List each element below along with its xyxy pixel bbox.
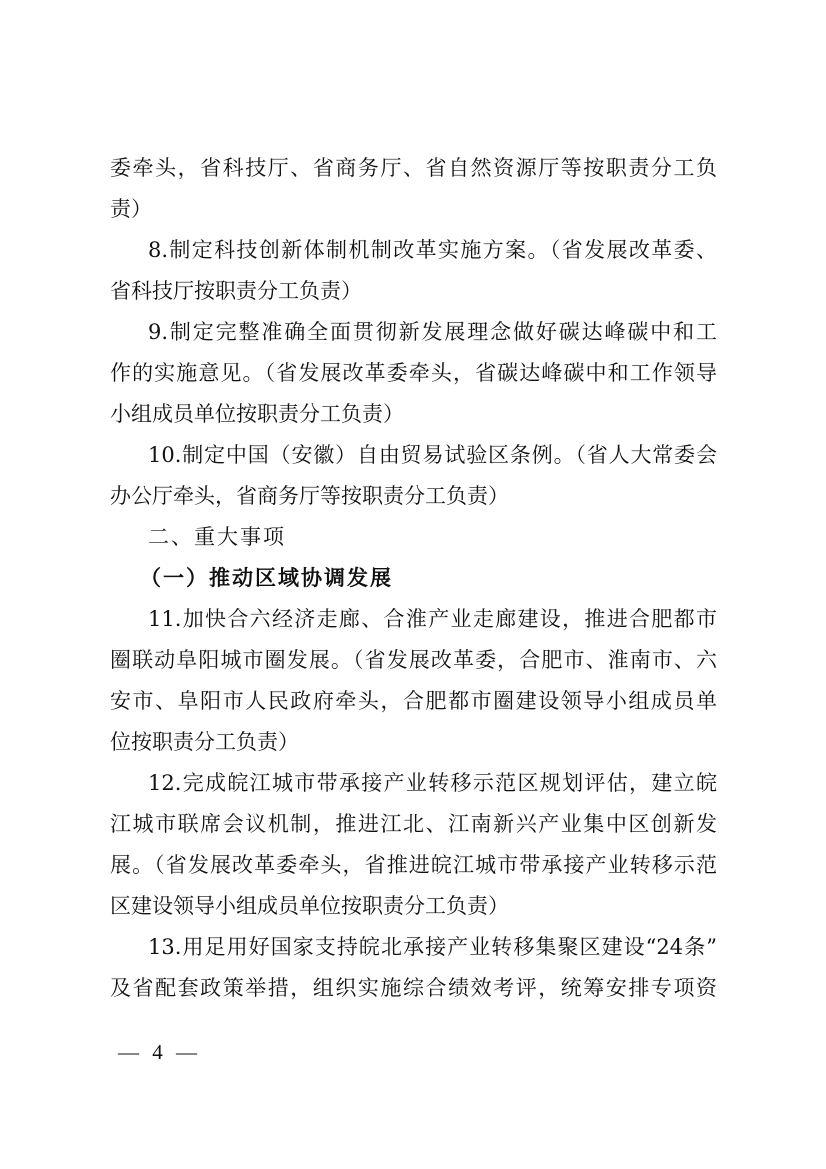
body-text <box>110 148 717 1009</box>
item-11-line: 11.加快合六经济走廊、合淮产业走廊建设，推进合肥都市 <box>148 607 717 631</box>
text-line: 区建设领导小组成员单位按职责分工负责） <box>110 894 509 918</box>
text-line: 圈联动阜阳城市圈发展。（省发展改革委，合肥市、淮南市、六 <box>110 648 717 672</box>
subsection-heading: （一）推动区域协调发展 <box>140 566 393 590</box>
text-line: 省科技厅按职责分工负责） <box>110 279 362 303</box>
text-line: 展。（省发展改革委牵头，省推进皖江城市带承接产业转移示范 <box>110 853 717 877</box>
item-10-line: 10.制定中国（安徽）自由贸易试验区条例。（省人大常委会 <box>148 443 717 467</box>
item-13-line: 13.用足用好国家支持皖北承接产业转移集聚区建设“24条” <box>148 935 717 959</box>
text-line: 作的实施意见。（省发展改革委牵头，省碳达峰碳中和工作领导 <box>110 361 717 385</box>
item-12-line: 12.完成皖江城市带承接产业转移示范区规划评估，建立皖 <box>148 771 717 795</box>
text-line: 办公厅牵头，省商务厅等按职责分工负责） <box>110 484 509 508</box>
text-line: 及省配套政策举措，组织实施综合绩效考评，统筹安排专项资 <box>110 976 717 1000</box>
text-line: 小组成员单位按职责分工负责） <box>110 402 404 426</box>
text-line: 江城市联席会议机制，推进江北、江南新兴产业集中区创新发 <box>110 812 717 836</box>
text-line: 位按职责分工负责） <box>110 730 299 754</box>
text-line: 责） <box>110 197 152 221</box>
text-line: 委牵头，省科技厅、省商务厅、省自然资源厅等按职责分工负 <box>110 156 717 180</box>
item-8-line: 8.制定科技创新体制机制改革实施方案。（省发展改革委、 <box>148 238 717 262</box>
page-number: — 4 — <box>118 1040 201 1064</box>
text-line: 安市、阜阳市人民政府牵头，合肥都市圈建设领导小组成员单 <box>110 689 717 713</box>
section-heading: 二、重大事项 <box>148 525 286 549</box>
item-9-line: 9.制定完整准确全面贯彻新发展理念做好碳达峰碳中和工 <box>148 320 717 344</box>
